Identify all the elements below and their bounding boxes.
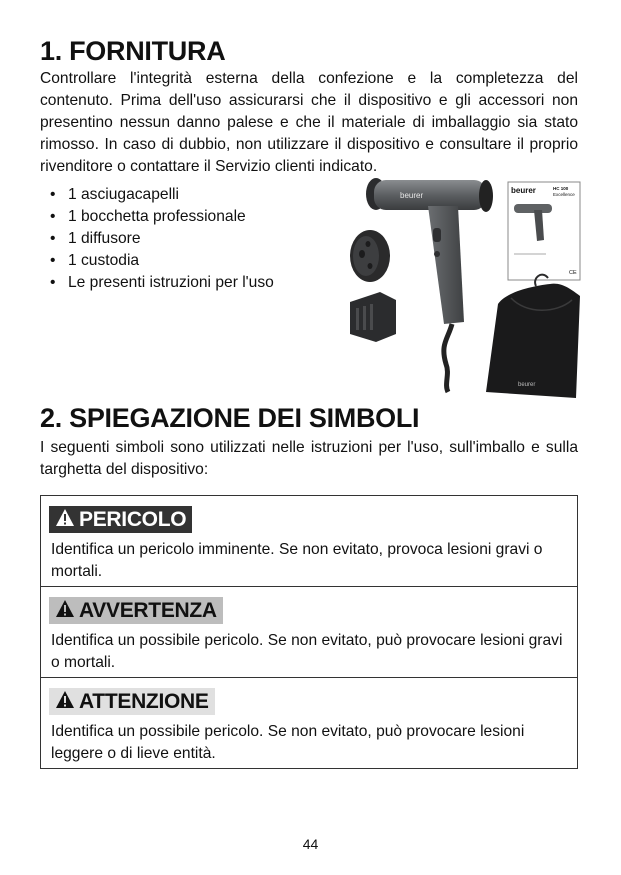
list-item: • 1 asciugacapelli (50, 184, 274, 206)
hair-dryer-image (366, 178, 493, 392)
concentrator-nozzle-image (350, 292, 396, 342)
page-number: 44 (302, 836, 319, 852)
caution-label (49, 688, 215, 715)
warning-description: Identifica un possibile pericolo. Se non evitato, può provocare lesioni gravi o mortali. (51, 632, 563, 671)
manual-subtitle: Excellence (553, 192, 575, 197)
list-item: • Le presenti istruzioni per l'uso (50, 272, 274, 294)
section2-title: 2. SPIEGAZIONE DEI SIMBOLI (40, 403, 420, 433)
pouch-brand-logo: beurer (518, 382, 536, 388)
caution-label-text: ATTENZIONE (79, 690, 209, 713)
storage-pouch-image (486, 275, 580, 398)
section1-intro: Controllare l'integrità esterna della confezione e la completezza del contenuto. Prima dell'uso assicurarsi che il dispositivo e gli accessori non presentino nessun danno palese e che il materiale di imballaggio sia stato rimosso. In caso di dubbio, non utilizzare il dispositivo e consultare il proprio rivenditore o contattare il Servizio clienti indicato. (40, 70, 578, 175)
warning-triangle-icon (55, 599, 75, 619)
ce-mark: CE (569, 270, 577, 276)
contents-list (50, 184, 274, 294)
danger-description: Identifica un pericolo imminente. Se non evitato, provoca lesioni gravi o mortali. (51, 541, 543, 580)
warning-triangle-icon (55, 508, 75, 528)
symbol-row-caution (41, 678, 577, 768)
product-contents-illustration (336, 174, 586, 402)
list-item: • 1 custodia (50, 250, 274, 272)
list-item: • 1 diffusore (50, 228, 274, 250)
instruction-manual-image (508, 182, 580, 280)
symbol-row-warning (41, 587, 577, 678)
warning-label (49, 597, 223, 624)
symbols-table (40, 495, 578, 769)
list-item: • 1 bocchetta professionale (50, 206, 274, 228)
danger-label (49, 506, 192, 533)
danger-label-text: PERICOLO (79, 508, 187, 531)
warning-triangle-icon (55, 690, 75, 710)
diffuser-image (350, 230, 390, 282)
hair-dryer-brand-logo: beurer (400, 191, 424, 200)
section1-title: 1. FORNITURA (40, 36, 226, 66)
caution-description: Identifica un possibile pericolo. Se non evitato, può provocare lesioni leggere o di lieve entità. (51, 723, 525, 762)
warning-label-text: AVVERTENZA (79, 599, 217, 622)
section2-intro: I seguenti simboli sono utilizzati nelle istruzioni per l'uso, sull'imballo e sulla targhetta del dispositivo: (40, 439, 578, 478)
manual-model: HC 100 (553, 186, 569, 191)
manual-brand-logo: beurer (511, 186, 536, 195)
symbol-row-danger (41, 496, 577, 587)
